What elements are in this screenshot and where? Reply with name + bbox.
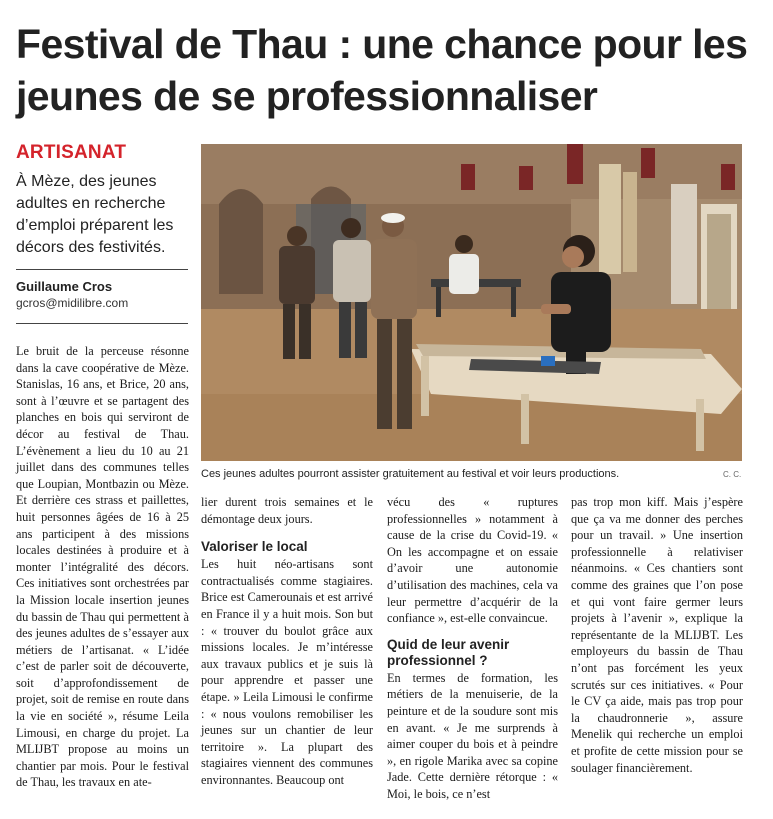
paragraph: Les huit néo-artisans sont contractualisés comme stagiaires. Brice est Camerounais et est arrivé en France il y a huit mois. Son but : « trouver du boulot grâce aux missions locales. Je m’intéresse aux travaux publics et je suis là pour apprendre et passer une étape. » Leila Limousi le confirme : « nous voulons remobiliser les jeunes sur un chantier de leur territoire ». La plupart des stagiaires viennent des communes environnantes. Beaucoup ont — [201, 557, 373, 787]
byline-rule-bottom — [16, 323, 188, 324]
paragraph: pas trop mon kiff. Mais j’espère que ça va me donner des perches pour un travail. » Une insertion professionnelle à relativiser néanmoins. « Ces chantiers sont comme des graines que l’on pose et qui vont faire germer leurs projets à l’avenir », explique la représentante de la MLIJBT. Les employeurs du bassin de Thau n’ont pas forcément les yeux scrutés sur ces initiatives. « Pour le CV ça aide, mais pas trop pour la chaudronnerie », assure Menelik qui recherche un emploi et profite de cette mission pour se soulager financièrement. — [571, 495, 743, 775]
photo-caption: Ces jeunes adultes pourront assister gratuitement au festival et voir leurs productions. — [201, 468, 620, 480]
body-column-3 — [387, 494, 558, 803]
section-kicker: ARTISANAT — [16, 142, 127, 163]
paragraph: En termes de formation, les métiers de la menuiserie, de la peinture et de la soudure sont mis en avant. « Je me surprends à aimer couper du bois et à peindre », en rigole Marika avec sa copine Jade. Cette dernière rétorque : « Moi, le bois, ce n’est — [387, 670, 558, 801]
byline-rule-top — [16, 269, 188, 270]
body-column-2 — [201, 494, 373, 789]
body-column-4 — [571, 494, 743, 776]
paragraph: vécu des « ruptures professionnelles » notamment à cause de la crise du Covid-19. « On les accompagne et on essaie d’avoir une autonomie d’utilisation des machines, cela va leur permettre d’acquérir de la confiance », est-elle convaincue. — [387, 495, 558, 626]
paragraph: Le bruit de la perceuse résonne dans la cave coopérative de Mèze. Stanislas, 16 ans, et Brice, 20 ans, sont à l’œuvre et se partagent des planches en bois qui serviront de décor au festival de Thau. L’évènement a lieu du 10 au 21 juillet dans des communes telles que Loupian, Montbazin ou Mèze. Et derrière ces strass et paillettes, huit personnes âgées de 16 à 25 ans participent à des missions locales destinées à produire et à monter l’intégralité des décors. Ces initiatives sont orchestrées par la Mission locale insertion jeunes du bassin de Thau qui permettent à des jeunes adultes de s’essayer aux métiers de l’artisanat. « L’idée c’est de parler soit de découverte, soit d’approfondissement de projet, soit de remise en route dans la vie en société », résume Leila Limousi, en charge du projet. La MLIJBT propose au moins un chantier par mois. Pour le festival de Thau, les travaux en ate- — [16, 344, 189, 790]
headline: Festival de Thau : une chance pour les jeunes de se professionnaliser — [16, 21, 748, 119]
author-email[interactable]: gcros@midilibre.com — [16, 296, 129, 310]
body-column-1 — [16, 343, 189, 791]
article-photo — [201, 144, 742, 461]
subheading: Quid de leur avenir professionnel ? — [387, 636, 510, 668]
paragraph: lier durent trois semaines et le démontage deux jours. — [201, 495, 373, 526]
article-deck: À Mèze, des jeunes adultes en recherche d’emploi préparent les décors des festivités. — [16, 173, 174, 256]
author-name: Guillaume Cros — [16, 279, 113, 294]
subheading: Valoriser le local — [201, 539, 308, 555]
photo-credit: C. C. — [723, 470, 742, 479]
